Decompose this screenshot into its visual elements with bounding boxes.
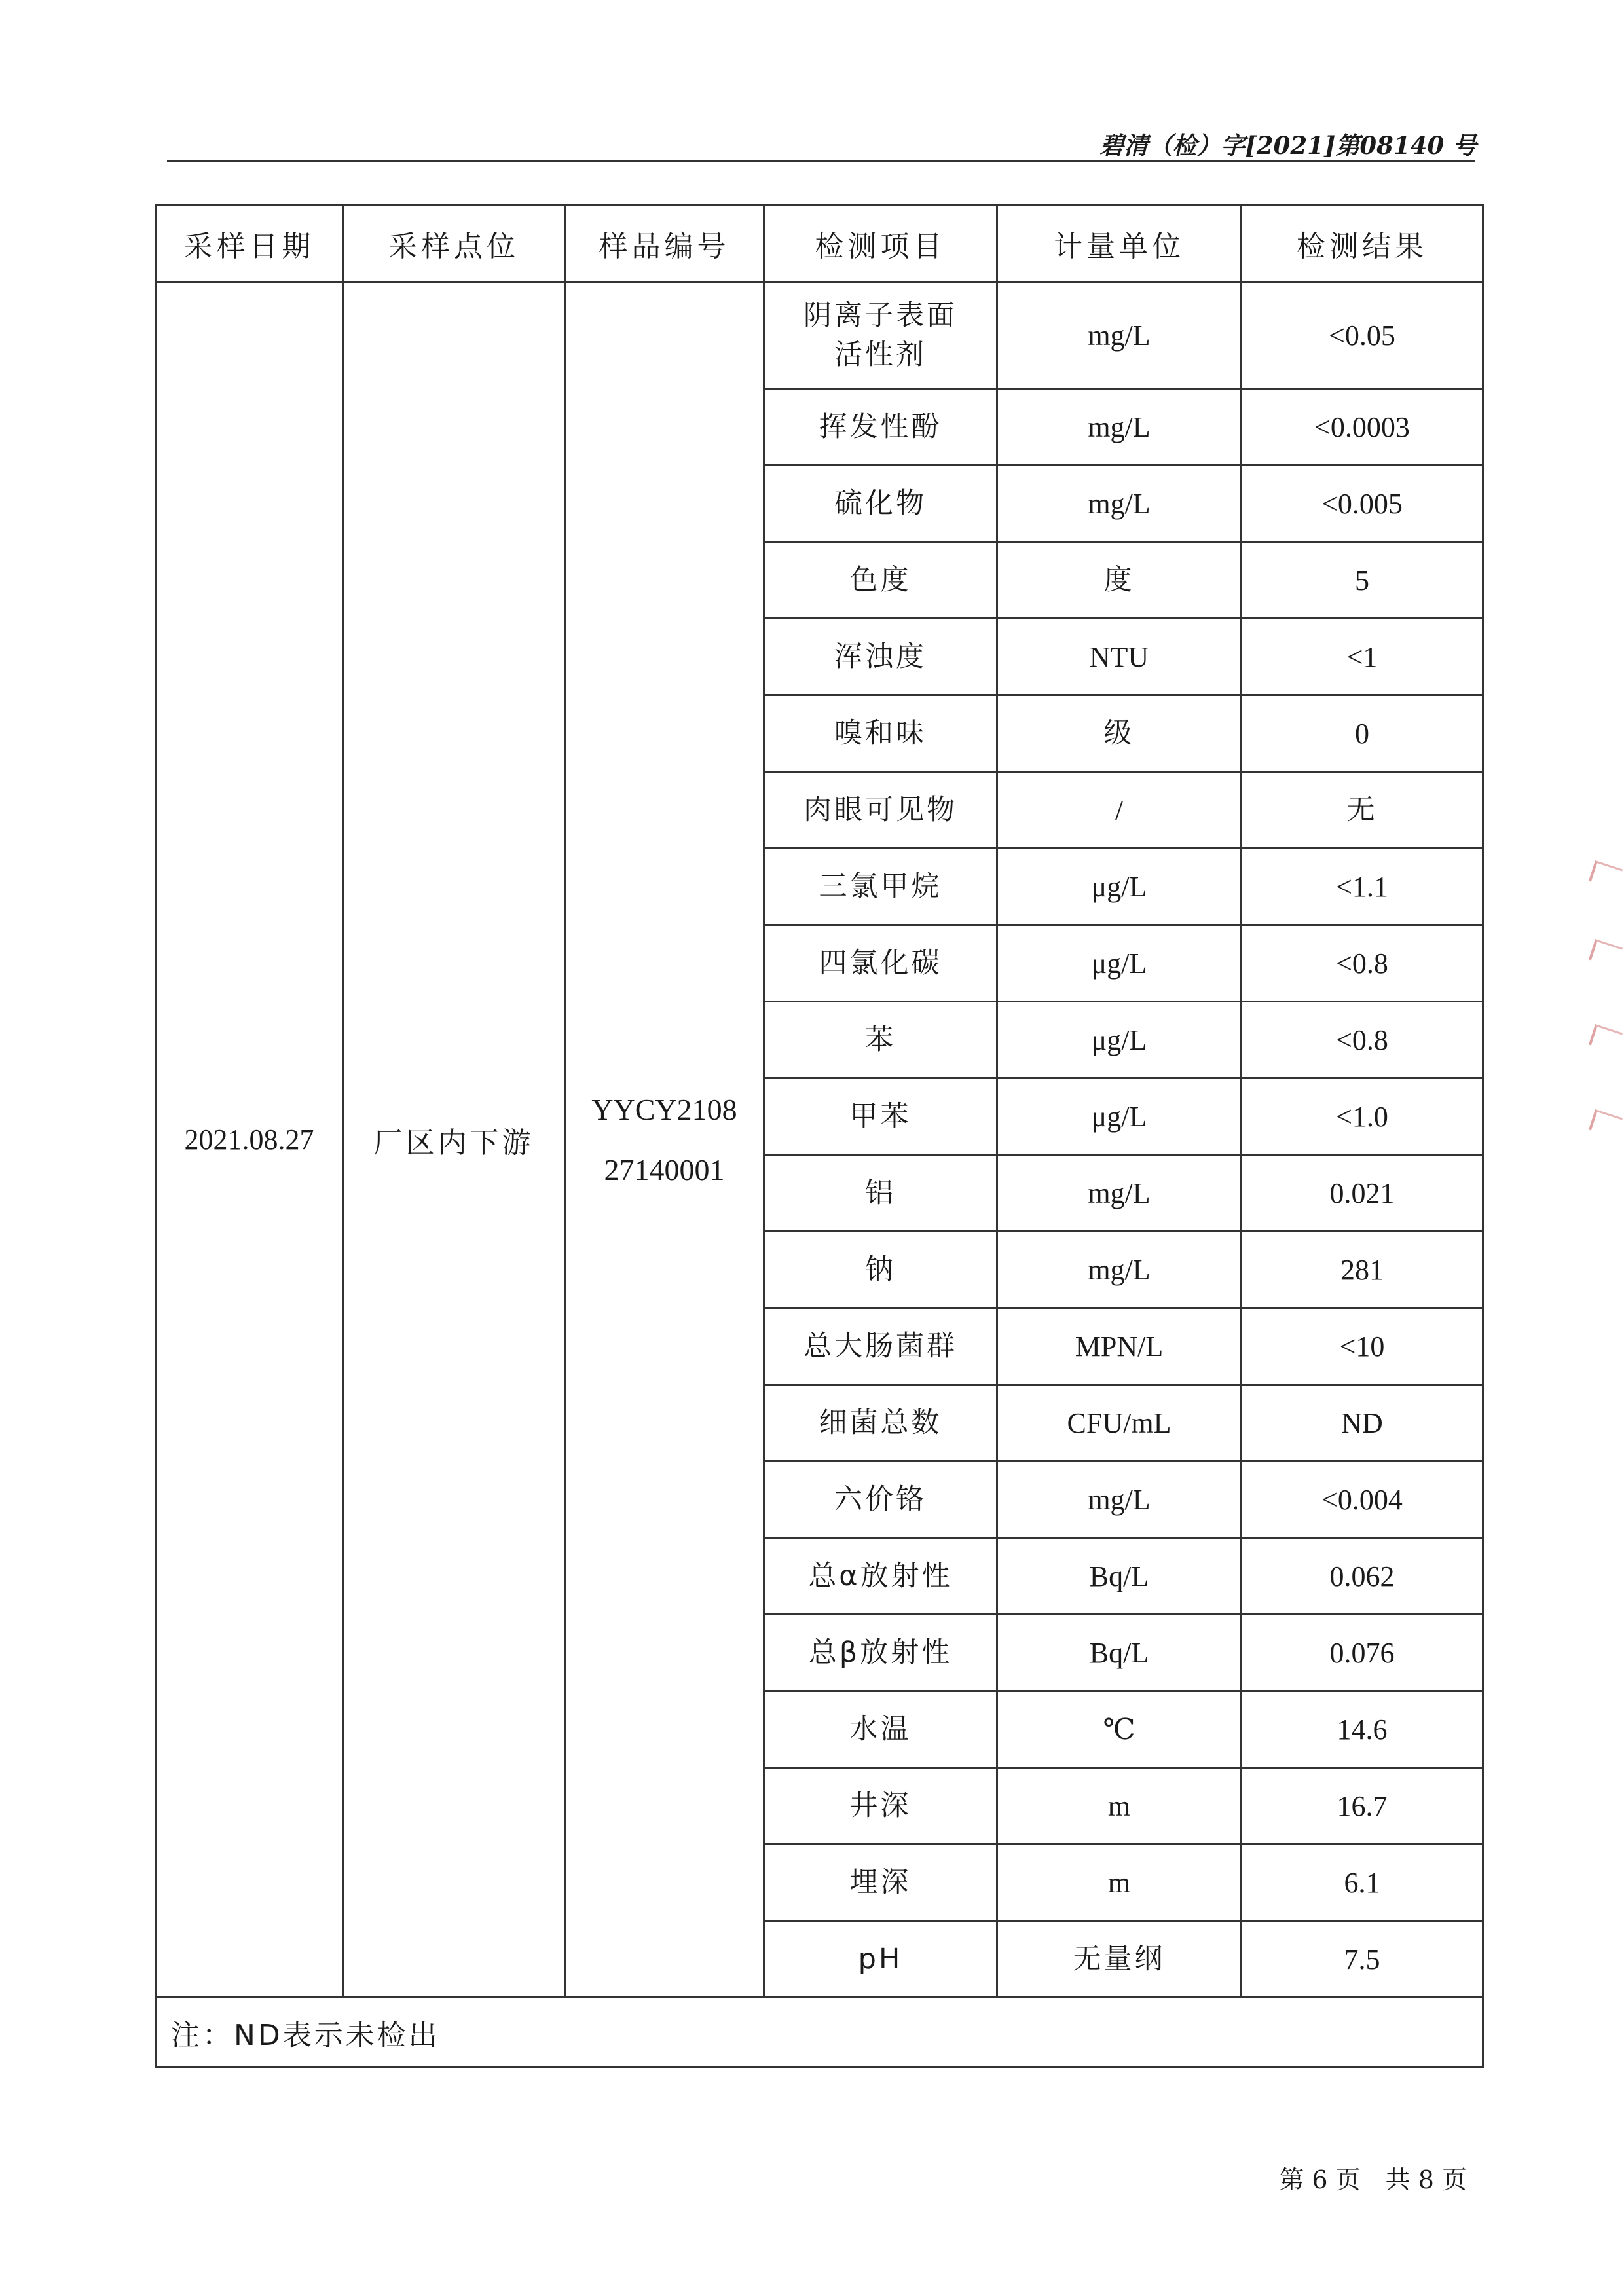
- table-header-row: [156, 206, 1483, 282]
- result-cell: ND: [1242, 1385, 1483, 1461]
- result-cell: <0.005: [1242, 466, 1483, 542]
- test-item-cell: 浑浊度: [764, 619, 997, 695]
- test-item-cell: 细菌总数: [764, 1385, 997, 1461]
- unit-cell: m: [997, 1845, 1242, 1921]
- col-header-test-item: 检测项目: [764, 206, 997, 282]
- result-cell: <0.004: [1242, 1461, 1483, 1538]
- result-cell: 0.076: [1242, 1615, 1483, 1691]
- unit-cell: CFU/mL: [997, 1385, 1242, 1461]
- test-item-cell: 挥发性酚: [764, 389, 997, 466]
- unit-cell: NTU: [997, 619, 1242, 695]
- test-item-cell: 嗅和味: [764, 695, 997, 772]
- test-item-cell: 总β放射性: [764, 1615, 997, 1691]
- col-header-sample-id: 样品编号: [565, 206, 764, 282]
- test-item-cell: 井深: [764, 1768, 997, 1845]
- result-cell: <1.0: [1242, 1078, 1483, 1155]
- test-item-cell: pH: [764, 1921, 997, 1998]
- table-note: 注：ND表示未检出: [156, 1998, 1483, 2068]
- unit-cell: μg/L: [997, 849, 1242, 925]
- test-item-cell: 总α放射性: [764, 1538, 997, 1615]
- result-cell: 281: [1242, 1232, 1483, 1308]
- unit-cell: ℃: [997, 1691, 1242, 1768]
- result-cell: <0.05: [1242, 282, 1483, 389]
- header-rule: [167, 160, 1475, 162]
- col-header-unit: 计量单位: [997, 206, 1242, 282]
- col-header-location: 采样点位: [343, 206, 565, 282]
- unit-cell: mg/L: [997, 282, 1242, 389]
- result-cell: 无: [1242, 772, 1483, 849]
- test-item-cell: 色度: [764, 542, 997, 619]
- result-cell: 0.021: [1242, 1155, 1483, 1232]
- test-item-cell: 铝: [764, 1155, 997, 1232]
- note-row: [156, 1998, 1483, 2068]
- unit-cell: μg/L: [997, 1078, 1242, 1155]
- unit-cell: Bq/L: [997, 1615, 1242, 1691]
- document-number: 碧清（检）字[2021]第08140 号: [1099, 131, 1477, 160]
- test-item-cell: 六价铬: [764, 1461, 997, 1538]
- test-item-cell: 水温: [764, 1691, 997, 1768]
- result-cell: <1.1: [1242, 849, 1483, 925]
- col-header-result: 检测结果: [1242, 206, 1483, 282]
- result-cell: <0.8: [1242, 1002, 1483, 1078]
- unit-cell: MPN/L: [997, 1308, 1242, 1385]
- test-item-cell: 肉眼可见物: [764, 772, 997, 849]
- result-cell: 6.1: [1242, 1845, 1483, 1921]
- unit-cell: mg/L: [997, 1461, 1242, 1538]
- result-cell: <0.0003: [1242, 389, 1483, 466]
- result-cell: 0.062: [1242, 1538, 1483, 1615]
- table-row: [156, 282, 1483, 389]
- page-number: 第 6 页 共 8 页: [1279, 2165, 1467, 2194]
- unit-cell: /: [997, 772, 1242, 849]
- test-item-cell: 苯: [764, 1002, 997, 1078]
- result-cell: 7.5: [1242, 1921, 1483, 1998]
- unit-cell: mg/L: [997, 389, 1242, 466]
- unit-cell: mg/L: [997, 1232, 1242, 1308]
- sample-date-cell: 2021.08.27: [156, 282, 343, 1998]
- test-item-cell: 硫化物: [764, 466, 997, 542]
- unit-cell: 度: [997, 542, 1242, 619]
- result-cell: <10: [1242, 1308, 1483, 1385]
- unit-cell: 无量纲: [997, 1921, 1242, 1998]
- unit-cell: μg/L: [997, 925, 1242, 1002]
- unit-cell: mg/L: [997, 466, 1242, 542]
- result-cell: <0.8: [1242, 925, 1483, 1002]
- sample-location-cell: 厂区内下游: [343, 282, 565, 1998]
- test-item-cell: 总大肠菌群: [764, 1308, 997, 1385]
- result-cell: 0: [1242, 695, 1483, 772]
- test-item-cell: 三氯甲烷: [764, 849, 997, 925]
- result-cell: 16.7: [1242, 1768, 1483, 1845]
- result-cell: 5: [1242, 542, 1483, 619]
- test-item-cell: 甲苯: [764, 1078, 997, 1155]
- test-item-cell: 阴离子表面活性剂: [764, 282, 997, 389]
- result-cell: <1: [1242, 619, 1483, 695]
- unit-cell: mg/L: [997, 1155, 1242, 1232]
- unit-cell: m: [997, 1768, 1242, 1845]
- unit-cell: Bq/L: [997, 1538, 1242, 1615]
- col-header-sample-date: 采样日期: [156, 206, 343, 282]
- test-item-cell: 埋深: [764, 1845, 997, 1921]
- unit-cell: 级: [997, 695, 1242, 772]
- red-seal-fragment: [1587, 864, 1624, 1179]
- test-results-table: [155, 204, 1484, 2068]
- test-item-cell: 钠: [764, 1232, 997, 1308]
- sample-id-cell: YYCY2108 27140001: [565, 282, 764, 1998]
- result-cell: 14.6: [1242, 1691, 1483, 1768]
- unit-cell: μg/L: [997, 1002, 1242, 1078]
- test-item-cell: 四氯化碳: [764, 925, 997, 1002]
